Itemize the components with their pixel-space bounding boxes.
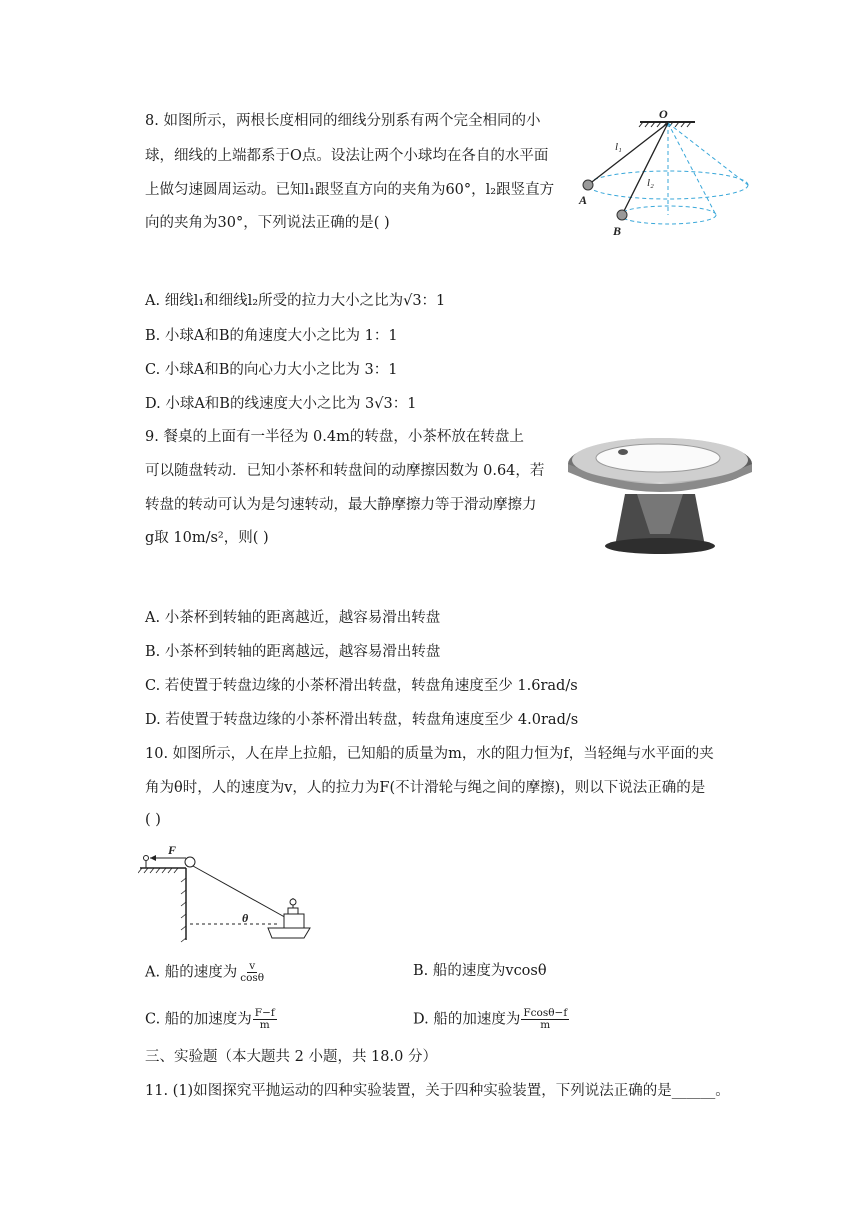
q8-figure-pendulum <box>575 108 765 238</box>
label-A: A <box>579 193 588 207</box>
q9-option-b: B. 小茶杯到转轴的距离越远，越容易滑出转盘 <box>145 644 441 660</box>
q10-c-numerator: F−f <box>254 1007 275 1019</box>
q10-c-denominator: m <box>259 1019 270 1031</box>
q8-line-2: 球，细线的上端都系于O点。设法让两个小球均在各自的水平面 <box>145 148 549 164</box>
q8-line-4: 向的夹角为30°，下列说法正确的是( ) <box>145 215 390 231</box>
label-theta: θ <box>242 911 249 925</box>
q10-line-2: 角为θ时，人的速度为v，人的拉力为F(不计滑轮与绳之间的摩擦)，则以下说法正确的是 <box>145 780 706 796</box>
q9-line-1: 9. 餐桌的上面有一半径为 0.4m的转盘，小茶杯放在转盘上 <box>145 429 524 445</box>
q8-option-d: D. 小球A和B的线速度大小之比为 3√3：1 <box>145 396 417 412</box>
q10-d-numerator: Fcosθ−f <box>523 1007 568 1019</box>
q9-option-a: A. 小茶杯到转轴的距离越近，越容易滑出转盘 <box>145 610 441 626</box>
q9-option-d: D. 若使置于转盘边缘的小茶杯滑出转盘，转盘角速度至少 4.0rad/s <box>145 712 579 728</box>
q10-option-c: C. 船的加速度为 $\frac{F-f}{m}$ <box>145 1007 275 1031</box>
q8-line-3: 上做匀速圆周运动。已知l₁跟竖直方向的夹角为60°，l₂跟竖直方 <box>145 182 555 198</box>
label-F: F <box>168 843 177 857</box>
q9-option-c: C. 若使置于转盘边缘的小茶杯滑出转盘，转盘角速度至少 1.6rad/s <box>145 678 578 694</box>
q8-option-a: A. 细线l₁和细线l₂所受的拉力大小之比为√3：1 <box>145 293 446 309</box>
q10-a-numerator: v <box>249 960 256 972</box>
label-O: O <box>659 108 668 121</box>
q8-option-b: B. 小球A和B的角速度大小之比为 1：1 <box>145 328 398 344</box>
label-l2: l₂ <box>647 177 654 189</box>
q10-line-3: ( ) <box>145 812 161 828</box>
q9-line-3: 转盘的转动可认为是匀速转动，最大静摩擦力等于滑动摩擦力 <box>145 497 537 513</box>
label-l1: l₁ <box>615 141 622 153</box>
section-heading-experiment: 三、实验题（本大题共 2 小题，共 18.0 分） <box>145 1049 437 1065</box>
q8-option-c: C. 小球A和B的向心力大小之比为 3：1 <box>145 362 398 378</box>
q10-a-denominator: cosθ <box>240 972 265 984</box>
q10-option-a: A. 船的速度为 $\frac{v}{\cos\theta}$ <box>145 960 265 984</box>
label-B: B <box>613 224 622 238</box>
q10-d-denominator: m <box>540 1019 551 1031</box>
q10-option-b: B. 船的速度为vcosθ <box>413 963 547 979</box>
q10-option-d: D. 船的加速度为 $\frac{Fcos\theta-f}{m}$ <box>413 1007 568 1031</box>
q8-line-1: 8. 如图所示，两根长度相同的细线分别系有两个完全相同的小 <box>145 113 541 129</box>
q9-line-4: g取 10m/s²，则( ) <box>145 530 269 546</box>
q9-line-2: 可以随盘转动．已知小茶杯和转盘间的动摩擦因数为 0.64，若 <box>145 463 545 479</box>
q9-figure-turntable <box>565 424 755 556</box>
q10-figure-boat <box>138 840 328 945</box>
q10-line-1: 10. 如图所示，人在岸上拉船，已知船的质量为m，水的阻力恒为f，当轻绳与水平面的夹 <box>145 746 714 762</box>
q11-line-1: 11. (1)如图探究平抛运动的四种实验装置，关于四种实验装置，下列说法正确的是______。 <box>145 1083 730 1099</box>
